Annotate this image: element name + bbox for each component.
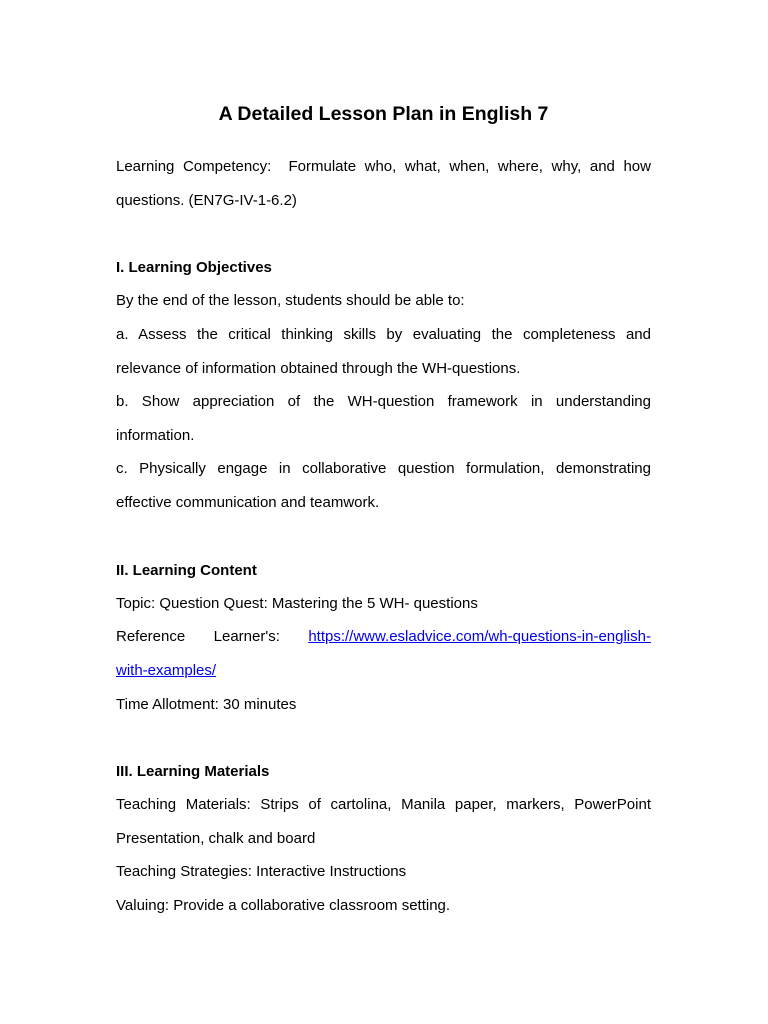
competency-text: Formulate who, what, when, where, why, and how questions. (EN7G-IV-1-6.2) [116,158,651,209]
objective-item-a: a. Assess the critical thinking skills by evaluating the completeness and relevance of information obtained through the WH-questions. [116,326,651,377]
teaching-materials: Teaching Materials: Strips of cartolina, Manila paper, markers, PowerPoint Presentation, chalk and board [116,796,651,847]
content-topic: Topic: Question Quest: Mastering the 5 WH- questions [116,595,478,612]
page-title: A Detailed Lesson Plan in English 7 [218,103,549,125]
reference-label-2: Learner's: [213,628,280,645]
objectives-intro: By the end of the lesson, students should be able to: [116,292,465,309]
objective-item-c: c. Physically engage in collaborative question formulation, demonstrating effective communication and teamwork. [116,460,651,511]
content-time-allotment: Time Allotment: 30 minutes [116,696,297,713]
reference-line-2 [116,654,651,688]
content-reference [116,620,651,687]
teaching-strategies: Teaching Strategies: Interactive Instructions [116,863,407,880]
materials-heading: III. Learning Materials [116,763,270,780]
competency-label: Learning Competency: [116,158,272,175]
reference-line-1 [116,620,651,654]
reference-link-part-2[interactable]: with-examples/ [116,661,217,679]
valuing: Valuing: Provide a collaborative classroom setting. [116,897,451,914]
objectives-heading: I. Learning Objectives [116,259,272,276]
reference-label-1: Reference [116,628,186,645]
reference-link-part-1[interactable]: https://www.esladvice.com/wh-questions-in-english- [308,628,651,645]
content-heading: II. Learning Content [116,562,257,579]
learning-competency [116,150,651,217]
objective-item-b: b. Show appreciation of the WH-question framework in understanding information. [116,393,651,444]
